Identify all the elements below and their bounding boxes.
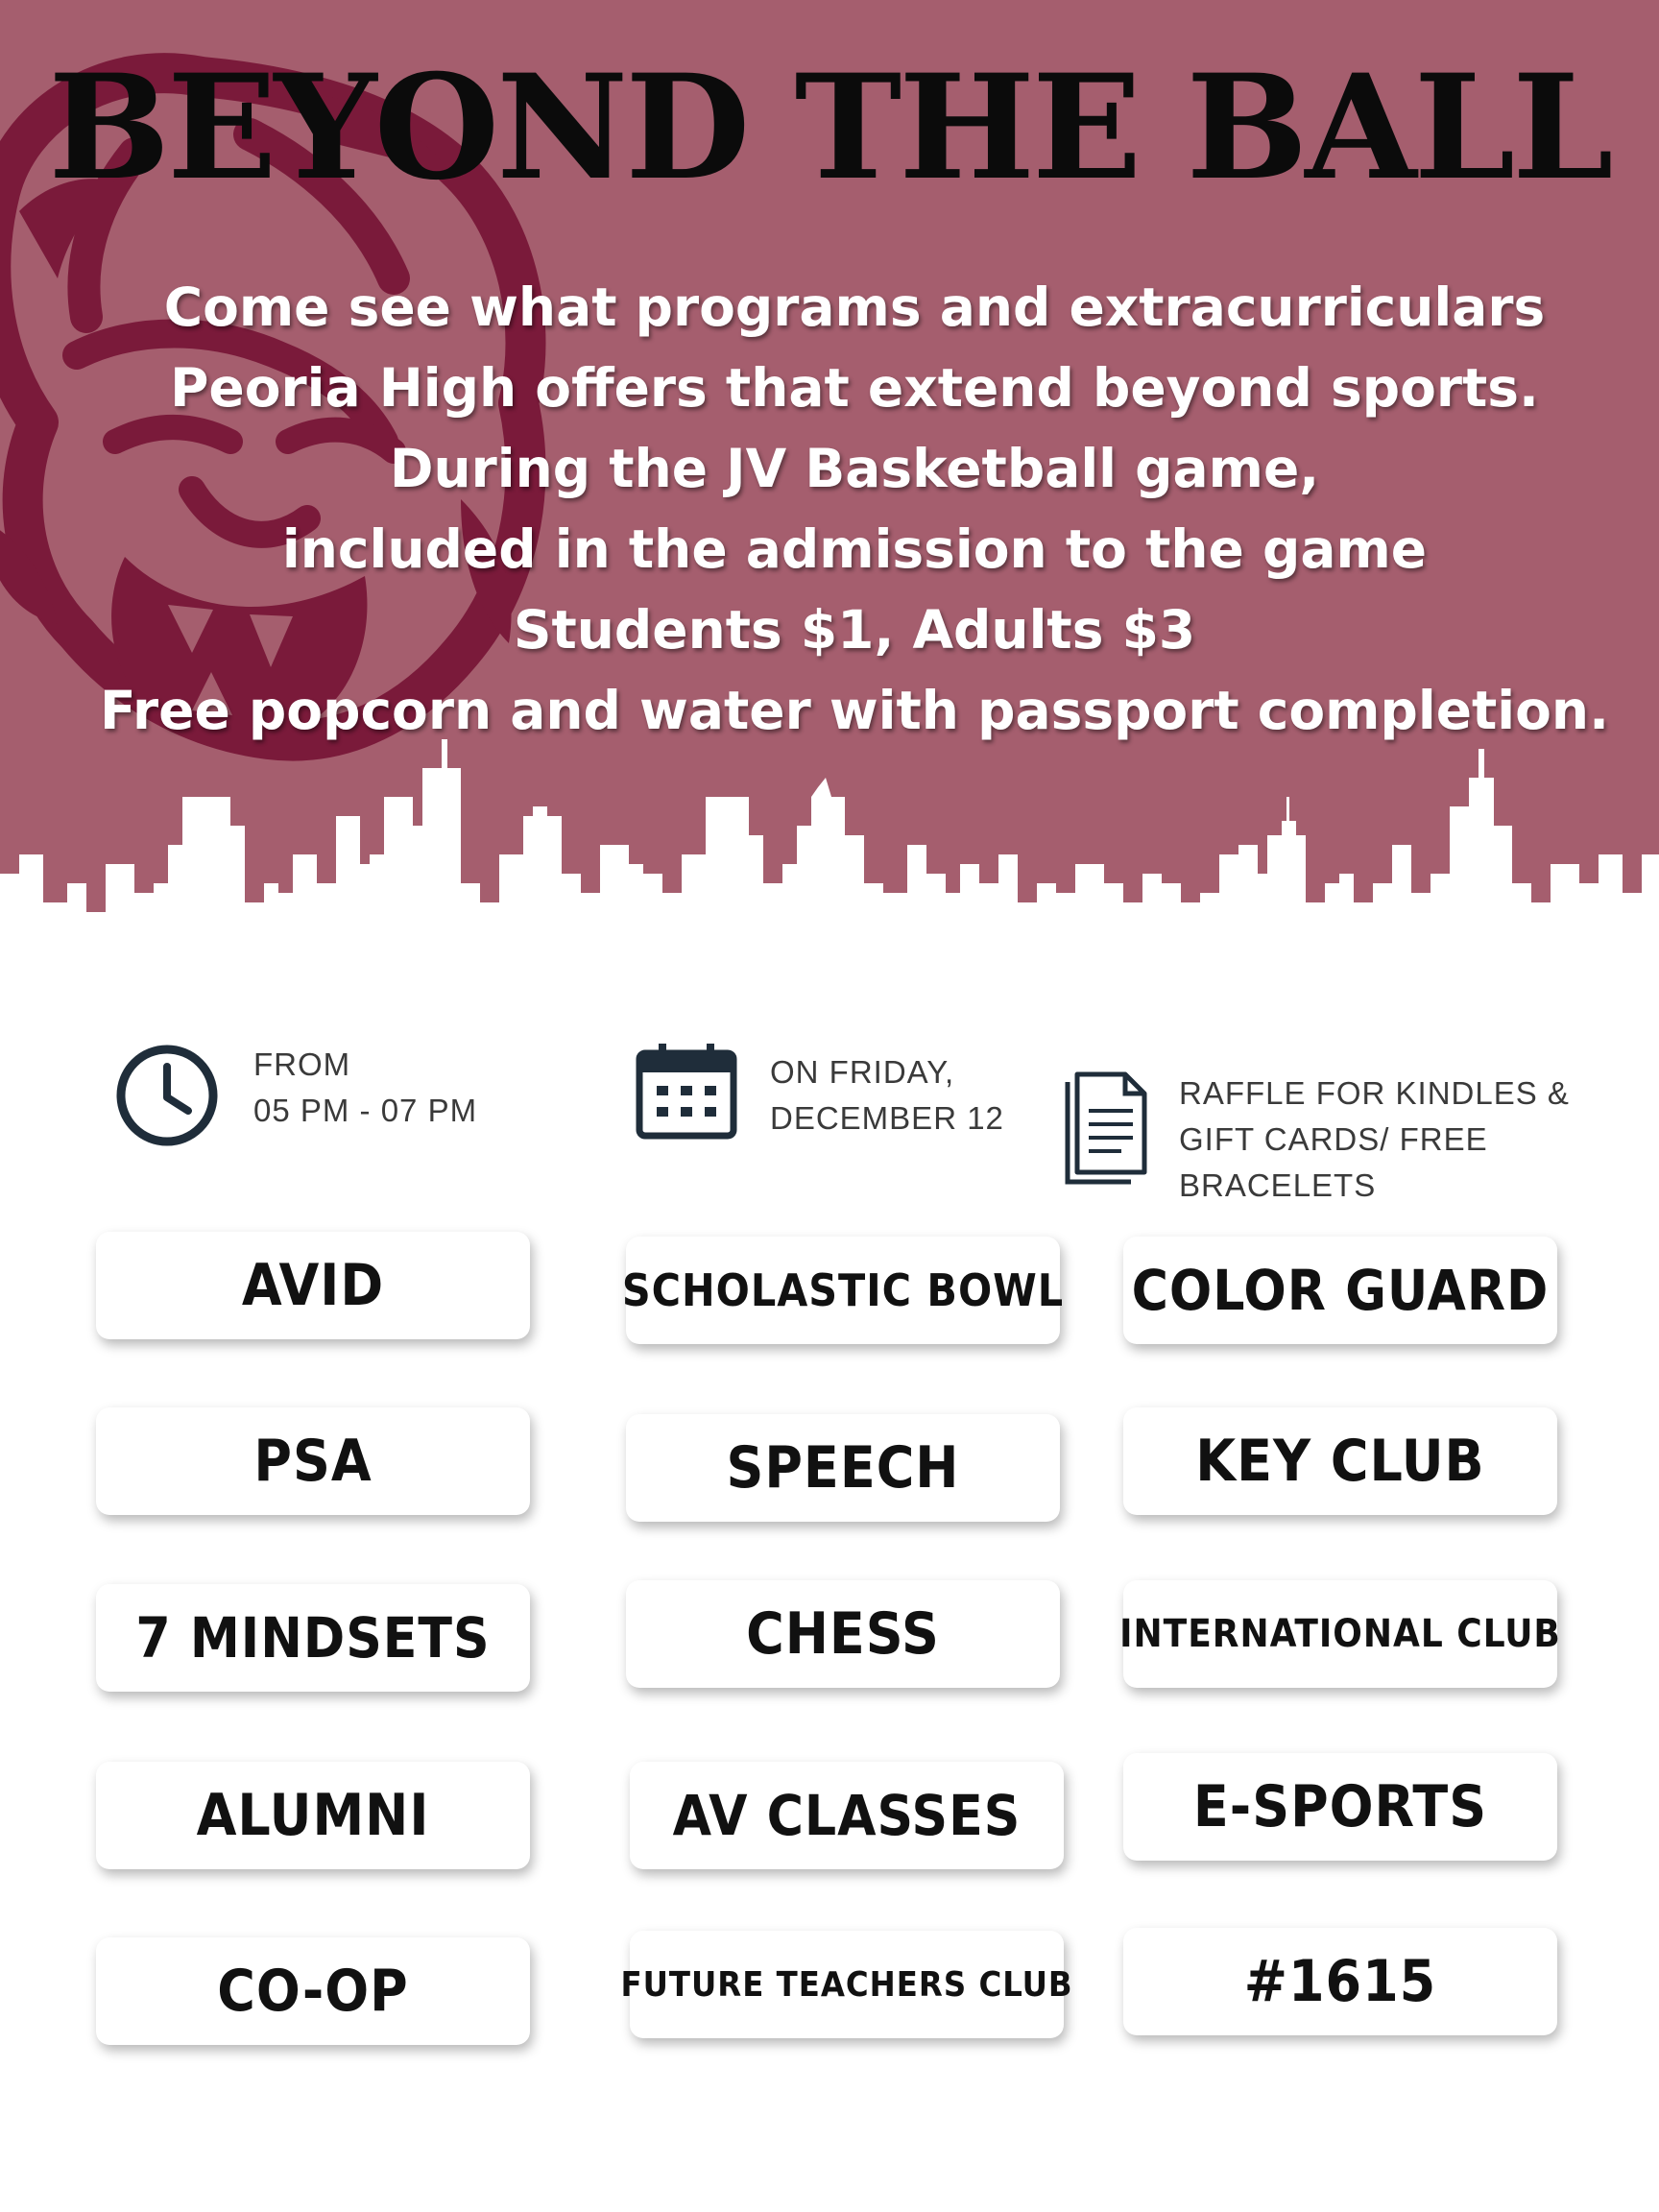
date-day: ON FRIDAY, <box>770 1054 955 1090</box>
program-avid: AVID <box>96 1232 530 1339</box>
time-label: FROM <box>253 1046 351 1082</box>
raffle-line: BRACELETS <box>1179 1167 1377 1203</box>
description-line: Free popcorn and water with passport completion. <box>100 680 1609 741</box>
program-speech: SPEECH <box>626 1414 1060 1522</box>
program-7-mindsets: 7 MINDSETS <box>96 1584 530 1692</box>
description-line: Students $1, Adults $3 <box>513 599 1196 661</box>
time-range: 05 PM - 07 PM <box>253 1093 478 1128</box>
program-color-guard: COLOR GUARD <box>1123 1237 1557 1344</box>
program-e-sports: E-SPORTS <box>1123 1753 1557 1861</box>
date-value: DECEMBER 12 <box>770 1100 1004 1136</box>
program-psa: PSA <box>96 1407 530 1515</box>
program-chess: CHESS <box>626 1580 1060 1688</box>
program-future-teachers-club: FUTURE TEACHERS CLUB <box>630 1931 1064 2038</box>
description-line: Come see what programs and extracurriculars <box>163 276 1546 338</box>
program-international-club: INTERNATIONAL CLUB <box>1123 1580 1557 1688</box>
description-line: included in the admission to the game <box>281 518 1428 580</box>
description-line: Peoria High offers that extend beyond sports. <box>170 357 1539 419</box>
program-alumni: ALUMNI <box>96 1762 530 1869</box>
description-line: During the JV Basketball game, <box>389 438 1320 499</box>
raffle-line: GIFT CARDS/ FREE <box>1179 1121 1488 1157</box>
raffle-line: RAFFLE FOR KINDLES & <box>1179 1075 1570 1111</box>
program-1615: #1615 <box>1123 1928 1557 2035</box>
program-av-classes: AV CLASSES <box>630 1762 1064 1869</box>
program-scholastic-bowl: SCHOLASTIC BOWL <box>626 1237 1060 1344</box>
page-title: BEYOND THE BALL <box>48 43 1611 212</box>
program-co-op: CO-OP <box>96 1937 530 2045</box>
program-key-club: KEY CLUB <box>1123 1407 1557 1515</box>
